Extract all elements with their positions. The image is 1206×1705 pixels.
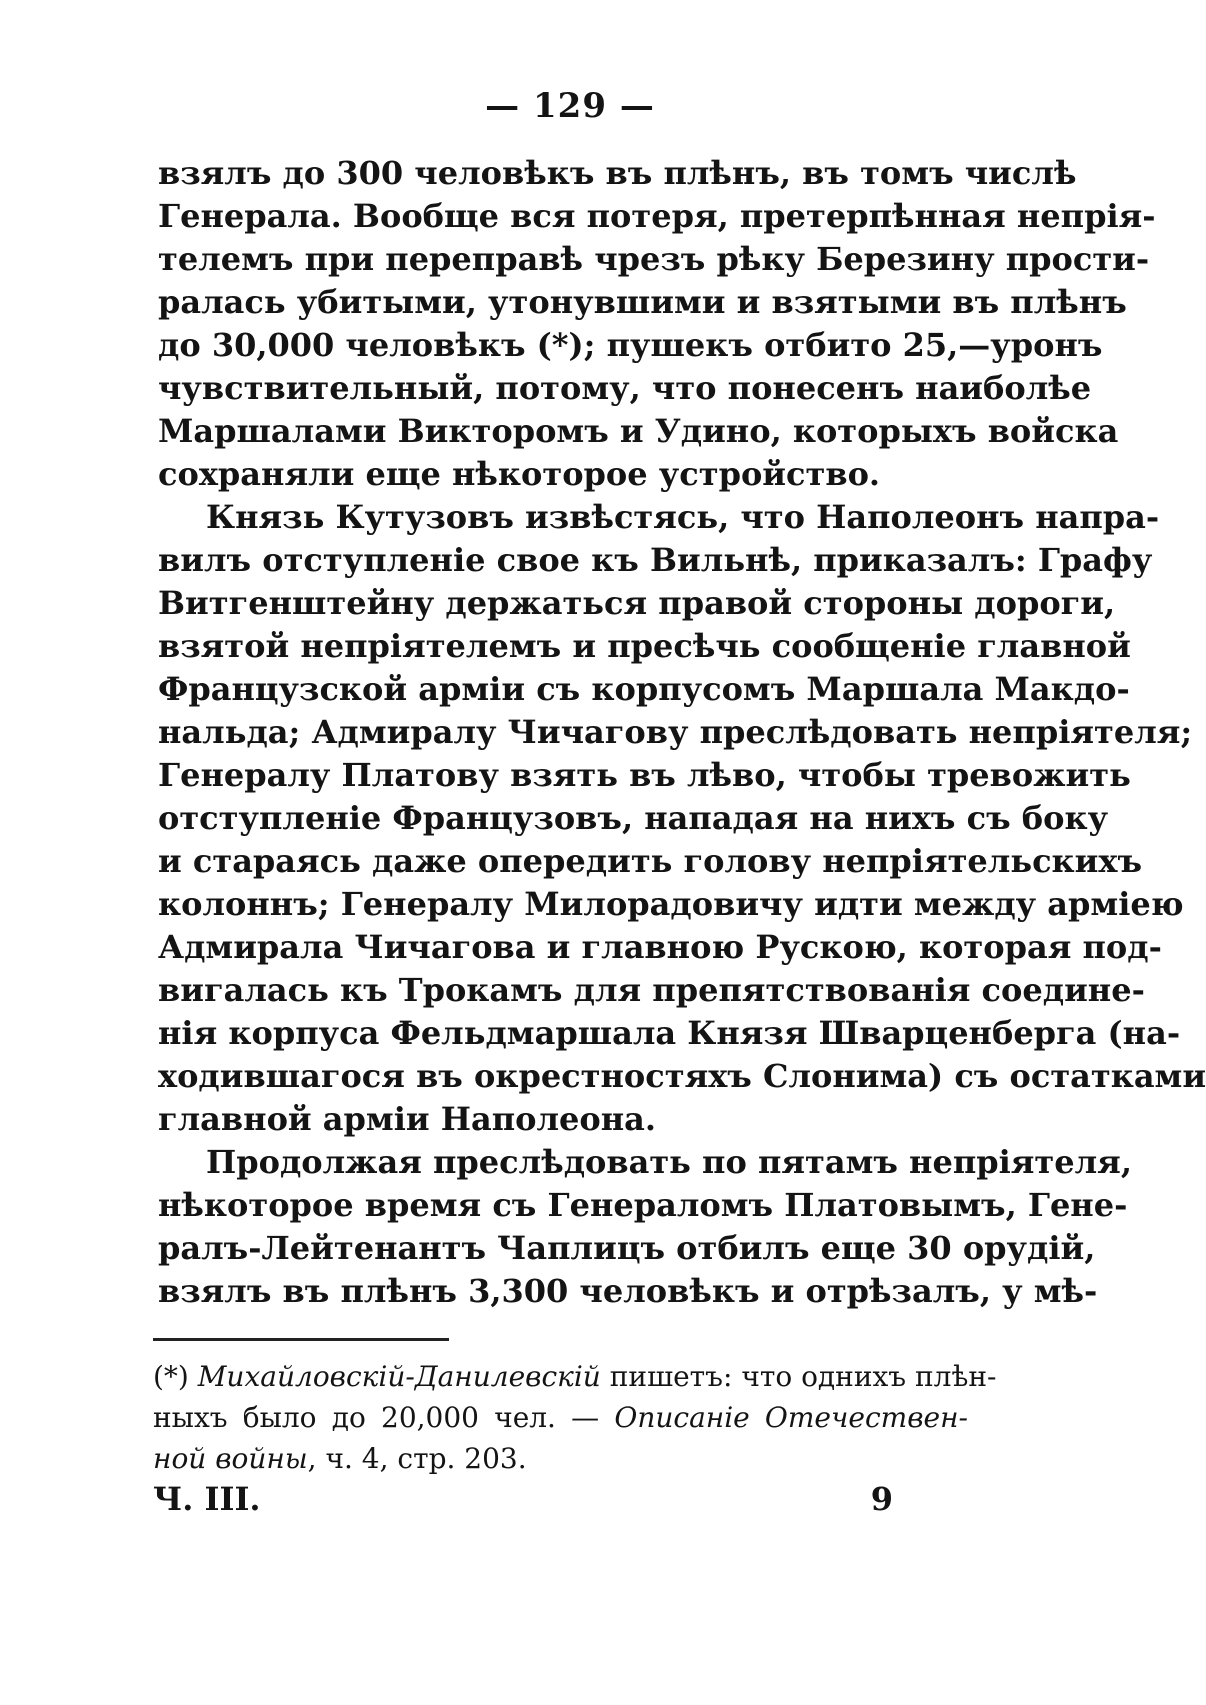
- footnote-text: ныхъ было до 20,000 чел. —: [153, 1401, 600, 1434]
- text-line: главной арміи Наполеона.: [158, 1100, 657, 1138]
- footnote-text: пишетъ: что однихъ плѣн-: [609, 1360, 997, 1393]
- text-line: ралъ-Лейтенантъ Чаплицъ отбилъ еще 30 орудій,: [158, 1229, 1096, 1267]
- footnote: [153, 1356, 997, 1479]
- text-line: Адмирала Чичагова и главною Рускою, которая под-: [158, 928, 1162, 966]
- text-line: колоннъ; Генералу Милорадовичу идти между арміею: [158, 885, 1184, 923]
- footnote-line: [153, 1438, 968, 1479]
- footnote-marker: (*): [153, 1360, 189, 1393]
- text-line: нѣкоторое время съ Генераломъ Платовымъ, Гене-: [158, 1186, 1128, 1224]
- text-line: Витгенштейну держаться правой стороны дороги,: [158, 584, 1116, 622]
- text-line: взятой непріятелемъ и пресѣчь сообщеніе главной: [158, 627, 1131, 665]
- text-line: Маршалами Викторомъ и Удино, которыхъ войска: [158, 412, 1119, 450]
- paragraph-3: [158, 1141, 1132, 1313]
- text-line: взялъ до 300 человѣкъ въ плѣнъ, въ томъ числѣ: [158, 154, 1077, 192]
- text-line: Французской арміи съ корпусомъ Маршала Макдо-: [158, 670, 1130, 708]
- footnote-book-title-cont: ной войны: [153, 1442, 308, 1475]
- text-line: ралась убитыми, утонувшими и взятыми въ плѣнъ: [158, 283, 1127, 321]
- paragraph-2: [158, 496, 1206, 1141]
- text-line: Продолжая преслѣдовать по пятамъ непріятеля,: [206, 1143, 1132, 1181]
- volume-mark: Ч. III.: [153, 1480, 261, 1518]
- text-line: до 30,000 человѣкъ (*); пушекъ отбито 25,—уронъ: [158, 326, 1103, 364]
- footnote-author: Михайловскій-Данилевскій: [197, 1360, 601, 1393]
- footnote-line: [153, 1356, 997, 1397]
- footnote-divider: [153, 1338, 449, 1341]
- text-line: вигалась къ Трокамъ для препятствованія соедине-: [158, 971, 1145, 1009]
- text-line: нальда; Адмиралу Чичагову преслѣдовать непріятеля;: [158, 713, 1193, 751]
- text-line: Генерала. Вообще вся потеря, претерпѣнная непрія-: [158, 197, 1156, 235]
- text-line: взялъ въ плѣнъ 3,300 человѣкъ и отрѣзалъ, у мѣ-: [158, 1272, 1098, 1310]
- text-line: отступленіе Французовъ, нападая на нихъ съ боку: [158, 799, 1109, 837]
- text-line: телемъ при переправѣ чрезъ рѣку Березину прости-: [158, 240, 1150, 278]
- text-line: и стараясь даже опередить голову непріятельскихъ: [158, 842, 1143, 880]
- footnote-book-title: Описаніе Отечествен-: [614, 1401, 968, 1434]
- signature-mark: 9: [870, 1480, 893, 1518]
- text-line: сохраняли еще нѣкоторое устройство.: [158, 455, 881, 493]
- main-text: [158, 152, 1206, 1313]
- footnote-line: [153, 1397, 968, 1438]
- text-line: ходившагося въ окрестностяхъ Слонима) съ остатками: [158, 1057, 1206, 1095]
- paragraph-1: [158, 152, 1156, 496]
- page-number: — 129 —: [485, 86, 655, 126]
- text-line: Князь Кутузовъ извѣстясь, что Наполеонъ напра-: [206, 498, 1160, 536]
- text-line: вилъ отступленіе свое къ Вильнѣ, приказалъ: Графу: [158, 541, 1153, 579]
- text-line: Генералу Платову взять въ лѣво, чтобы тревожить: [158, 756, 1131, 794]
- text-line: чувствительный, потому, что понесенъ наиболѣе: [158, 369, 1092, 407]
- text-line: нія корпуса Фельдмаршала Князя Шварценберга (на-: [158, 1014, 1181, 1052]
- footnote-text: , ч. 4, стр. 203.: [307, 1442, 527, 1475]
